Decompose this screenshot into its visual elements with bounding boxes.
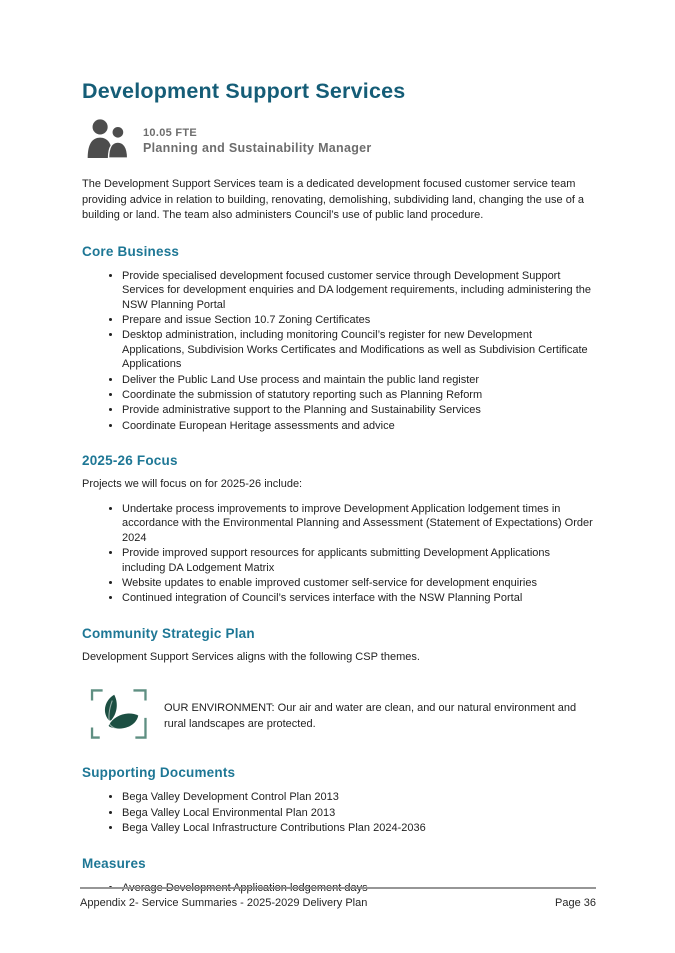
heading-core-business: Core Business <box>82 243 180 259</box>
list-item: • Provide specialised development focused customer service through Development Support Services for development enquiries and DA lodgement requirements, including administering the NSW Planning Portal <box>122 269 594 312</box>
heading-focus: 2025-26 Focus <box>82 453 178 469</box>
list-item: • Average Development Application lodgement days <box>122 881 594 895</box>
heading-csp: Community Strategic Plan <box>82 625 255 641</box>
list-item: • Deliver the Public Land Use process and maintain the public land register <box>122 373 594 387</box>
heading-supporting-documents: Supporting Documents <box>82 765 236 781</box>
list-item: • Bega Valley Local Infrastructure Contributions Plan 2024-2036 <box>122 821 594 835</box>
core-business-list <box>82 269 594 433</box>
fte-count: 10.05 FTE <box>143 127 198 139</box>
list-item: • Undertake process improvements to improve Development Application lodgement times in accordance with the Environmental Planning and Assessment (Statement of Expectations) Order 2024 <box>122 502 594 545</box>
list-item: • Bega Valley Local Environmental Plan 2013 <box>122 806 594 820</box>
list-item: • Prepare and issue Section 10.7 Zoning Certificates <box>122 313 594 327</box>
page-footer <box>80 887 596 909</box>
csp-theme-row <box>90 688 594 745</box>
manager-title: Planning and Sustainability Manager <box>143 141 372 155</box>
list-item: • Continued integration of Council’s services interface with the NSW Planning Portal <box>122 591 594 605</box>
focus-list <box>82 502 594 606</box>
list-item: • Bega Valley Development Control Plan 2013 <box>122 790 594 804</box>
people-silhouette-icon <box>85 117 133 165</box>
footer-page-number: Page 36 <box>555 897 596 909</box>
csp-theme-text: OUR ENVIRONMENT: Our air and water are clean, and our natural environment and rural landscapes are protected. <box>164 702 577 730</box>
intro-paragraph: The Development Support Services team is a dedicated development focused customer service team providing advice in relation to building, renovating, demolishing, subdividing land, changing the use of a building or land. The team also administers Council’s use of public land procedure. <box>82 178 585 222</box>
list-item: • Coordinate the submission of statutory reporting such as Planning Reform <box>122 388 594 402</box>
focus-lead: Projects we will focus on for 2025-26 include: <box>82 478 303 491</box>
page-content <box>82 79 594 896</box>
supporting-documents-list <box>82 790 594 835</box>
footer-document-title: Appendix 2- Service Summaries - 2025-2029 Delivery Plan <box>80 897 368 909</box>
list-item: • Provide administrative support to the Planning and Sustainability Services <box>122 403 594 417</box>
list-item: • Desktop administration, including monitoring Council’s register for new Development Applications, Subdivision Works Certificates and Modifications as well as Subdivision Certificate Applications <box>122 328 594 371</box>
heading-measures: Measures <box>82 855 146 871</box>
leaf-brackets-icon <box>90 688 148 745</box>
csp-lead: Development Support Services aligns with the following CSP themes. <box>82 650 420 663</box>
list-item: • Website updates to enable improved customer self-service for development enquiries <box>122 576 594 590</box>
service-manager-block <box>85 117 594 165</box>
service-manager-text <box>143 127 372 155</box>
footer-divider <box>80 887 596 889</box>
page-title: Development Support Services <box>82 79 406 103</box>
list-item: • Provide improved support resources for applicants submitting Development Applications including DA Lodgement Matrix <box>122 546 594 575</box>
list-item: • Coordinate European Heritage assessments and advice <box>122 419 594 433</box>
